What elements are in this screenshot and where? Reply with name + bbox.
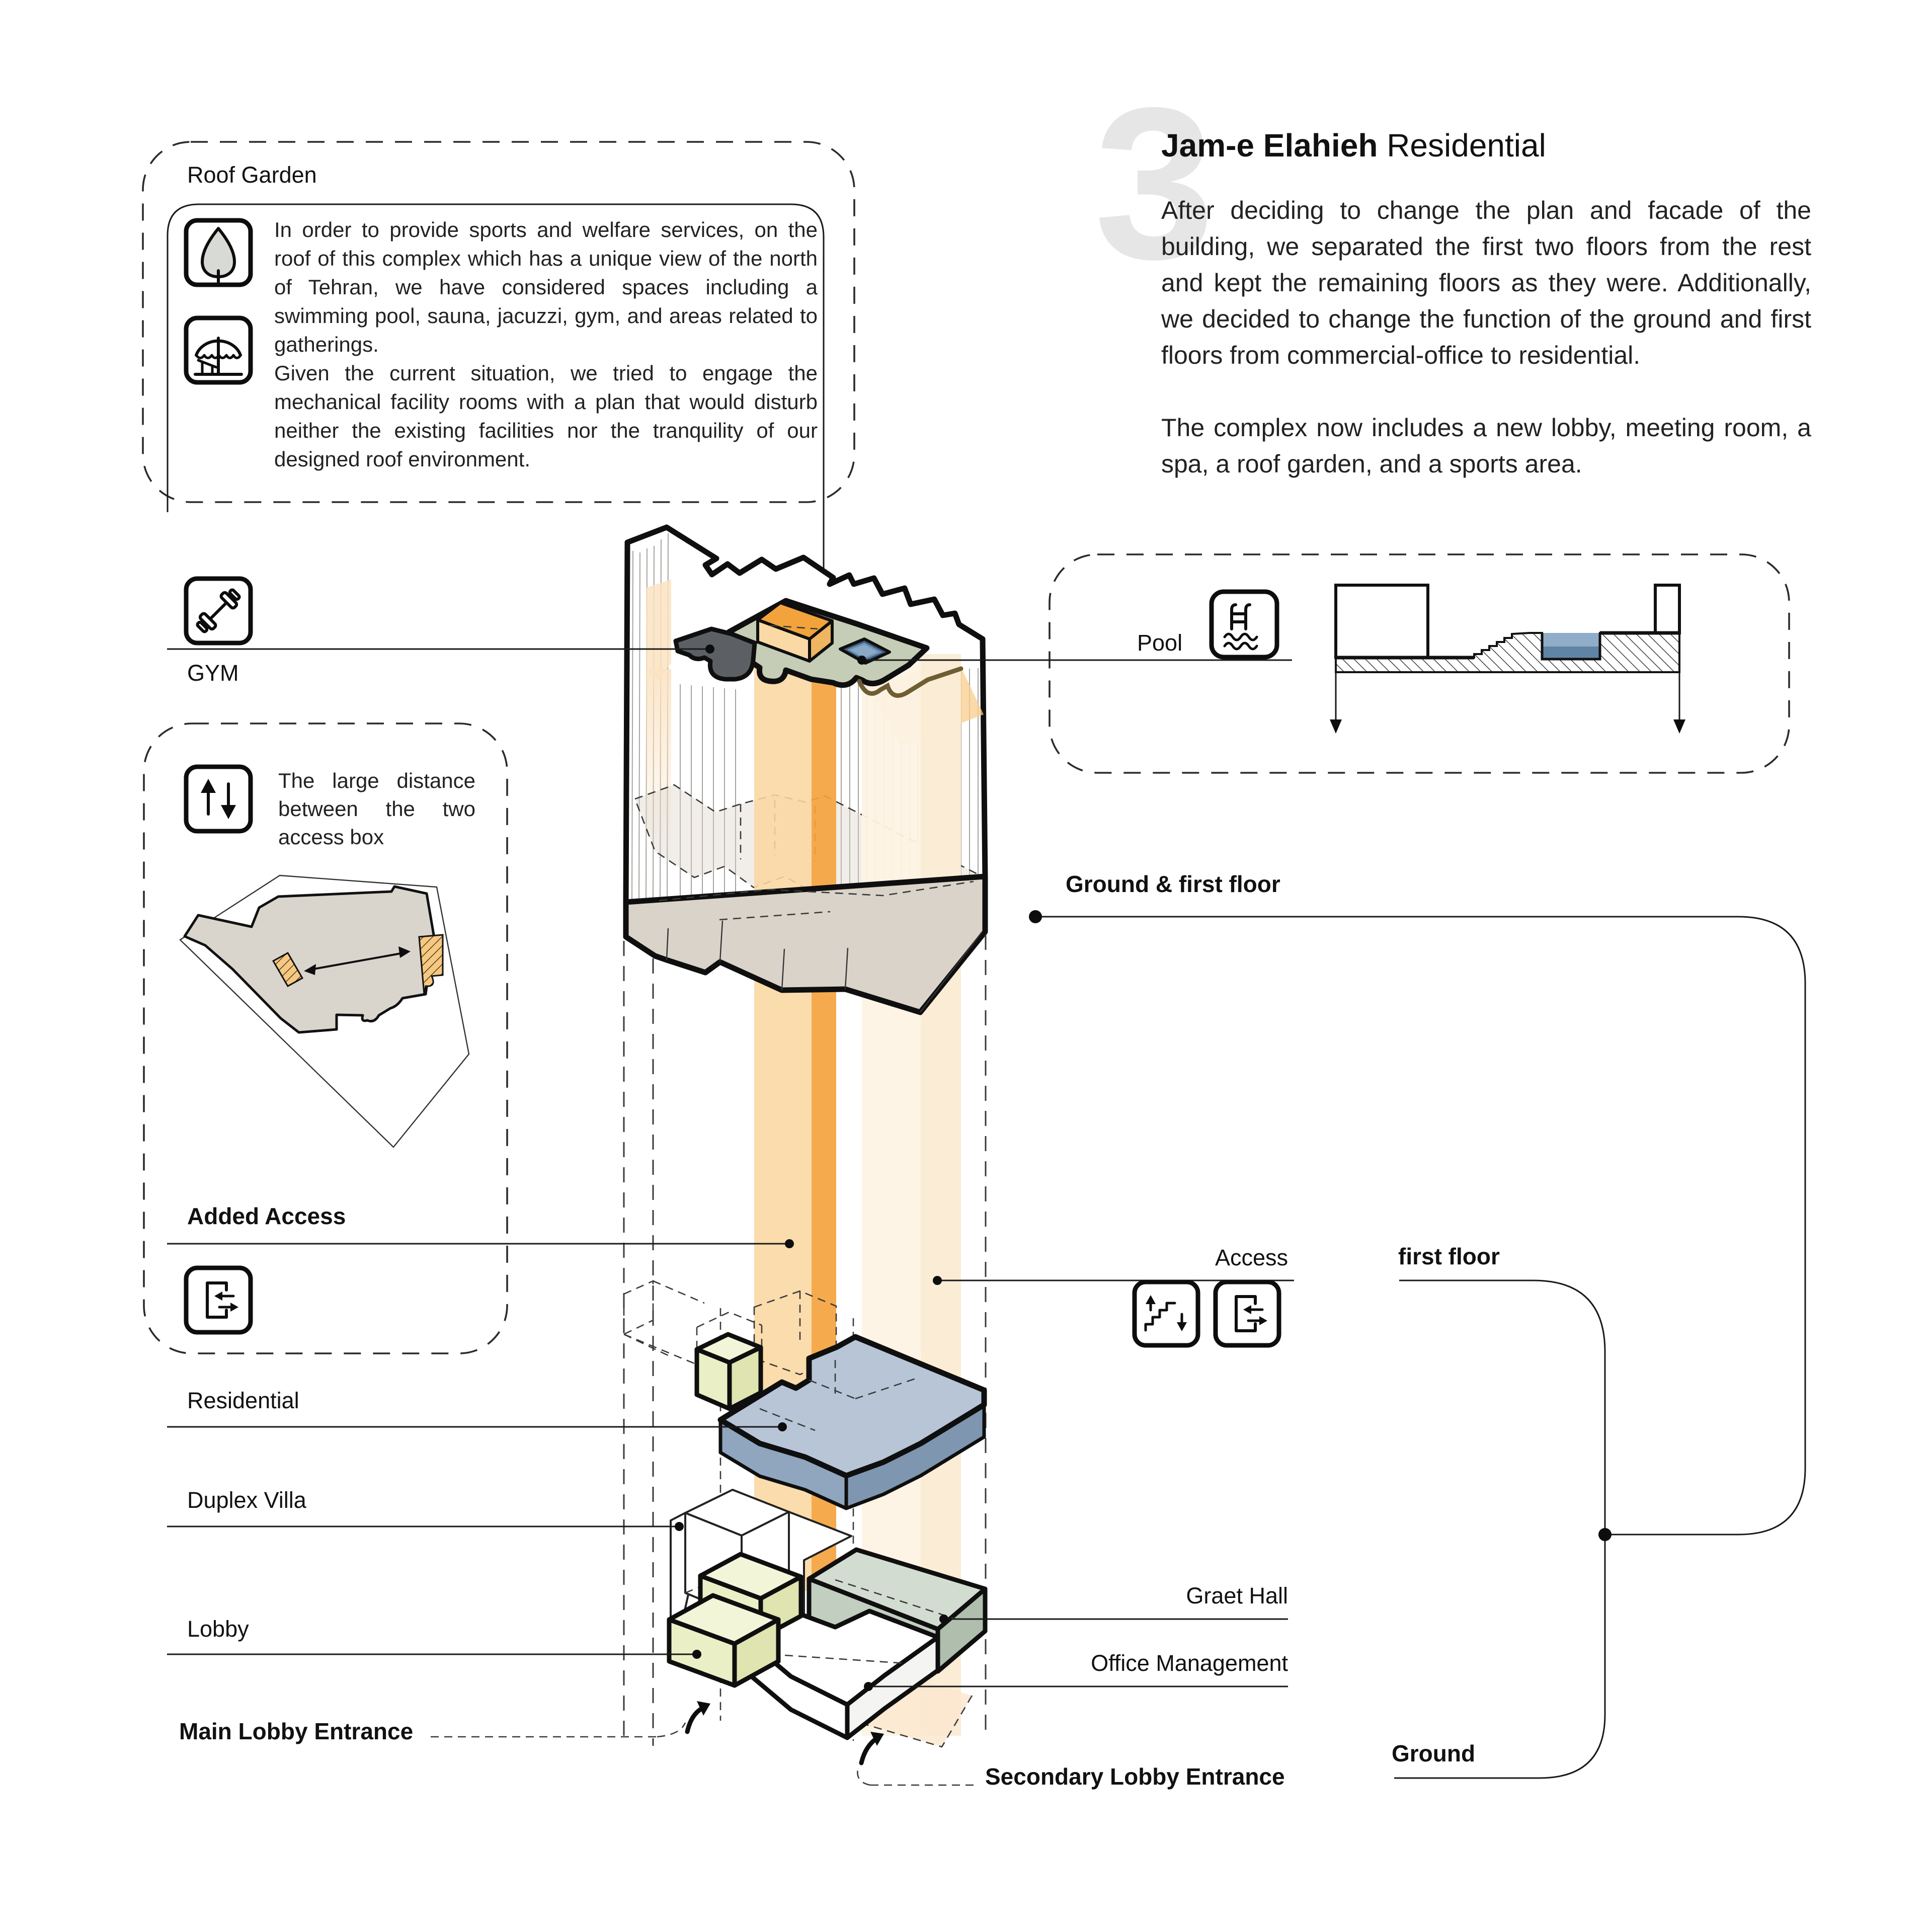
elevator-arrows-icon — [186, 767, 251, 831]
intro-paragraph-2: The complex now includes a new lobby, meeting room, a spa, a roof garden, and a sports area. — [1161, 414, 1811, 478]
roof-garden-body-1: In order to provide sports and welfare services, on the roof of this complex which has a unique view of the north of Tehran, we have considered spaces including a swimming pool, sauna, jacuzzi, gym, and areas related to gatherings. — [274, 218, 818, 356]
pool-ladder-icon — [1212, 592, 1277, 657]
lobby-label: Lobby — [187, 1616, 249, 1642]
stairs-icon — [1135, 1282, 1198, 1345]
site-plan-map — [180, 875, 469, 1147]
ground-label: Ground — [1392, 1740, 1476, 1766]
small-access-block — [697, 1334, 761, 1409]
first-floor-label: first floor — [1398, 1243, 1500, 1269]
intro-paragraph-1: After deciding to change the plan and facade of the building, we separated the first two floors from the rest and kept the remaining floors as they were. Additionally, we decided to change the function of the ground and first floors from commercial-office to residential. — [1161, 196, 1811, 369]
section-left-wall — [1336, 585, 1428, 658]
page-title — [1161, 127, 1546, 164]
page-title-bold: Jam-e Elahieh — [1161, 127, 1378, 164]
residential-label: Residential — [187, 1388, 299, 1413]
office-management-label: Office Management — [1091, 1650, 1288, 1676]
building-footprint — [185, 887, 434, 1032]
access-label: Access — [1215, 1245, 1288, 1270]
section-right-wall — [1655, 585, 1679, 633]
ground-first-floor-bracket — [1035, 917, 1805, 1535]
access-box-added — [419, 935, 443, 994]
section-number: 3 — [1094, 63, 1215, 304]
gym-label: GYM — [187, 660, 239, 686]
dumbbell-icon — [186, 579, 251, 643]
ground-first-floor-label: Ground & first floor — [1066, 871, 1280, 897]
first-floor-slab — [626, 876, 985, 1012]
section-pool-water — [1542, 647, 1600, 659]
tree-icon — [186, 220, 251, 285]
secondary-lobby-entrance-label: Secondary Lobby Entrance — [985, 1763, 1285, 1790]
first-floor-ground-bracket — [1394, 1280, 1605, 1778]
beach-umbrella-icon — [186, 318, 251, 382]
main-lobby-entrance-arrow — [431, 1701, 710, 1737]
roof-garden-body-2: Given the current situation, we tried to engage the mechanical facility rooms with a plan that would disturb neither the existing facilities nor the tranquility of our designed roof environment. — [274, 361, 818, 471]
main-lobby-entrance-label: Main Lobby Entrance — [179, 1718, 414, 1744]
duplex-villa-label: Duplex Villa — [187, 1487, 306, 1513]
graet-hall-label: Graet Hall — [1186, 1583, 1288, 1608]
wall-patch-left — [646, 580, 671, 680]
roof-garden-title: Roof Garden — [187, 162, 317, 188]
door-access-icon-2 — [1216, 1282, 1279, 1345]
section-pool-water-top — [1542, 633, 1600, 647]
door-access-icon — [186, 1268, 251, 1332]
pool-label: Pool — [1137, 630, 1183, 656]
added-access-label: Added Access — [187, 1203, 346, 1229]
bracket-junction-dot — [1598, 1528, 1612, 1541]
page-title-regular: Residential — [1378, 127, 1546, 164]
pool-section-drawing — [1330, 585, 1685, 734]
access-distance-note: The large distance between the two access box — [278, 769, 475, 849]
